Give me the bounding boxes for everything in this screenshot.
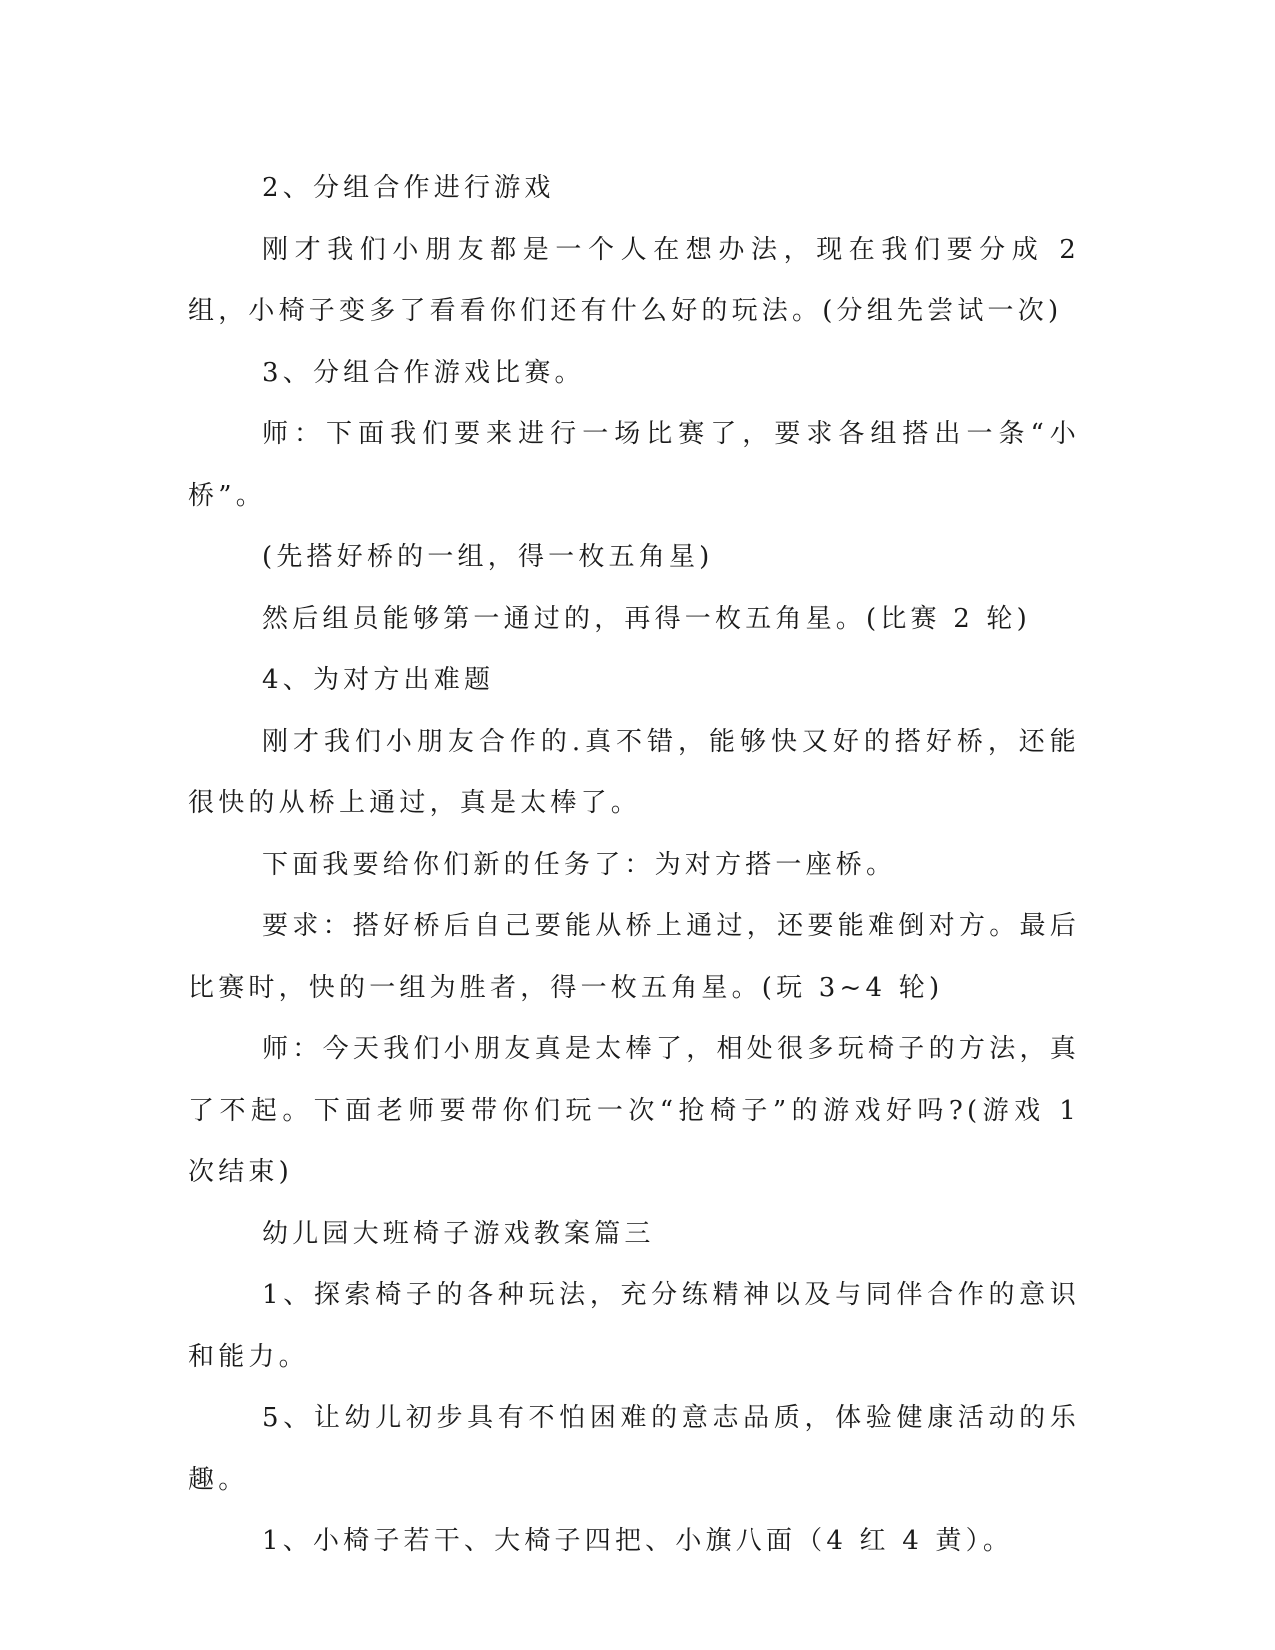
paragraph-group-intro: 刚才我们小朋友都是一个人在想办法，现在我们要分成 2 组，小椅子变多了看看你们还有什么好的玩法。(分组先尝试一次) (188, 234, 1080, 326)
paragraph-goal-5: 5、让幼儿初步具有不怕困难的意志品质，体验健康活动的乐趣。 (188, 1403, 1080, 1495)
paragraph-teacher-closing: 师：今天我们小朋友真是太棒了，相处很多玩椅子的方法，真了不起。下面老师要带你们玩一次“抢椅子”的游戏好吗?(游戏 1 次结束) (188, 1034, 1080, 1187)
paragraph-step-4: 4、为对方出难题 (262, 665, 495, 695)
paragraph-first-star: (先搭好桥的一组，得一枚五角星) (262, 542, 714, 572)
document-body (188, 158, 1080, 1573)
paragraph-step-3: 3、分组合作游戏比赛。 (262, 357, 585, 388)
paragraph-teacher-bridge: 师：下面我们要来进行一场比赛了，要求各组搭出一条“小桥”。 (188, 419, 1080, 511)
paragraph-requirements: 要求：搭好桥后自己要能从桥上通过，还要能难倒对方。最后比赛时，快的一组为胜者，得一枚五角星。(玩 3~4 轮) (188, 911, 1080, 1003)
paragraph-materials: 1、小椅子若干、大椅子四把、小旗八面（4 红 4 黄）。 (262, 1526, 1014, 1556)
paragraph-praise: 刚才我们小朋友合作的.真不错，能够快又好的搭好桥，还能很快的从桥上通过，真是太棒了。 (188, 726, 1080, 818)
paragraph-step-2: 2、分组合作进行游戏 (262, 173, 555, 203)
section-heading: 幼儿园大班椅子游戏教案篇三 (262, 1218, 655, 1249)
paragraph-new-task: 下面我要给你们新的任务了：为对方搭一座桥。 (262, 849, 897, 880)
paragraph-second-star: 然后组员能够第一通过的，再得一枚五角星。(比赛 2 轮) (262, 603, 1031, 634)
paragraph-goal-1: 1、探索椅子的各种玩法，充分练精神以及与同伴合作的意识和能力。 (188, 1280, 1080, 1372)
